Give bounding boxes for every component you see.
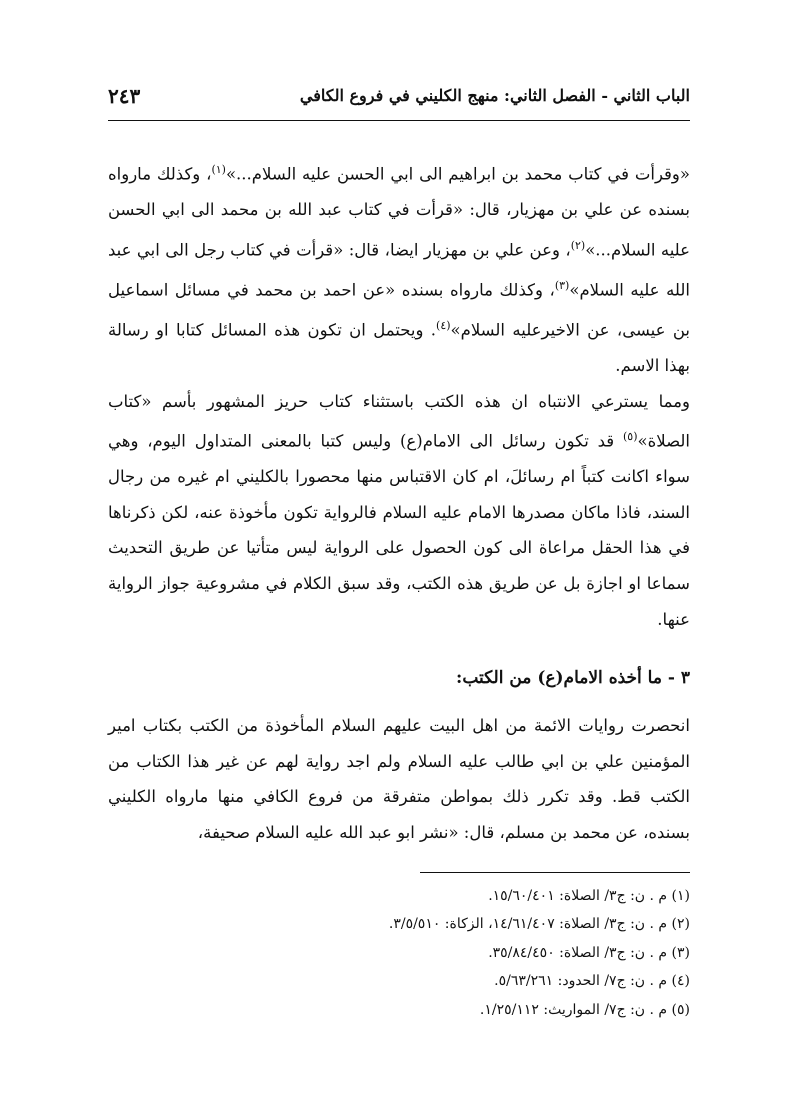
body-text [108,152,690,637]
footnote: (٤) م . ن: ج٧/ الحدود: ٥/٦٣/٢٦١. [494,973,690,990]
text-run: «وقرأت في كتاب محمد بن ابراهيم الى ابي الحسن عليه السلام...» [225,164,690,184]
running-title: الباب الثاني - الفصل الثاني: منهج الكليني في فروع الكافي [299,86,690,105]
footnote-marker: (٣) [554,278,570,292]
footnote-marker: (٢) [570,238,586,252]
footnote: (٢) م . ن: ج٣/ الصلاة: ١٤/٦١/٤٠٧، الزكاة: ٣/٥/٥١٠. [388,916,690,933]
paragraph [108,384,690,638]
text-run: ، وكذلك مارواه بسنده «عن احمد بن محمد في مسائل اسماعيل بن عيسى، عن الاخيرعليه السلام» [108,280,690,340]
footnote-marker: (١) [211,163,226,176]
footnote-divider [420,872,690,873]
footnote: (١) م . ن: ج٣/ الصلاة: ١٥/٦٠/٤٠١. [488,888,690,904]
footnote-marker: (٤) [436,318,451,332]
text-run: . ويحتمل ان تكون هذه المسائل كتابا او رسالة بهذا الاسم. [108,320,690,375]
footnotes [108,882,690,1024]
footnote: (٥) م . ن: ج٧/ المواريث: ١/٢٥/١١٢. [479,1001,690,1018]
text-run: قد تكون رسائل الى الامام(ع) وليس كتبا بالمعنى المتداول اليوم، وهي سواء اكانت كتباً ام رسائلَ، ام كان الاقتباس منها محصورا بالكليني ام غيره من رجال السند، فاذا ماكان مصدرها الامام عليه السلام فالرواية تكون مأخوذة عنه، لكن ذكرناها في هذا الحقل مراعاة الى كون الحصول على الرواية ليس متأتيا عن طريق التحديث سماعا او اجازة بل عن طريق هذه الكتب، وقد سبق الكلام في مشروعية جواز الرواية عنها. [108,431,690,629]
section-heading: ٣ - ما أخذه الامام(ع) من الكتب: [456,668,690,688]
page-number: ٢٤٣ [108,84,141,108]
paragraph [108,152,690,384]
footnote: (٣) م . ن: ج٣/ الصلاة: ٣٥/٨٤/٤٥٠. [488,944,690,961]
section-text [108,708,690,850]
section-paragraph: انحصرت روايات الائمة من اهل البيت عليهم السلام المأخوذة من الكتب بكتاب امير المؤمنين علي بن ابي طالب عليه السلام ولم اجد رواية لهم عن غير هذا الكتاب من الكتب قط. وقد تكرر ذلك بمواطن متفرقة من فروع الكافي منها مارواه الكليني بسنده، عن محمد بن مسلم، قال: «نشر ابو عبد الله عليه السلام صحيفة، [108,716,690,842]
page-header [108,84,690,121]
text-run: ، وكذلك مارواه بسنده عن علي بن مهزيار، قال: «قرأت في كتاب عبد الله بن محمد الى ابي الحسن عليه السلام...» [108,164,690,260]
footnote-marker: (٥) [622,430,638,444]
text-run: ، وعن علي بن مهزيار ايضا، قال: «قرأت في كتاب رجل الى ابي عبد الله عليه السلام» [108,240,690,300]
text-run: ومما يسترعي الانتباه ان هذه الكتب باستثناء كتاب حريز المشهور بأسم «كتاب الصلاة» [108,391,690,451]
